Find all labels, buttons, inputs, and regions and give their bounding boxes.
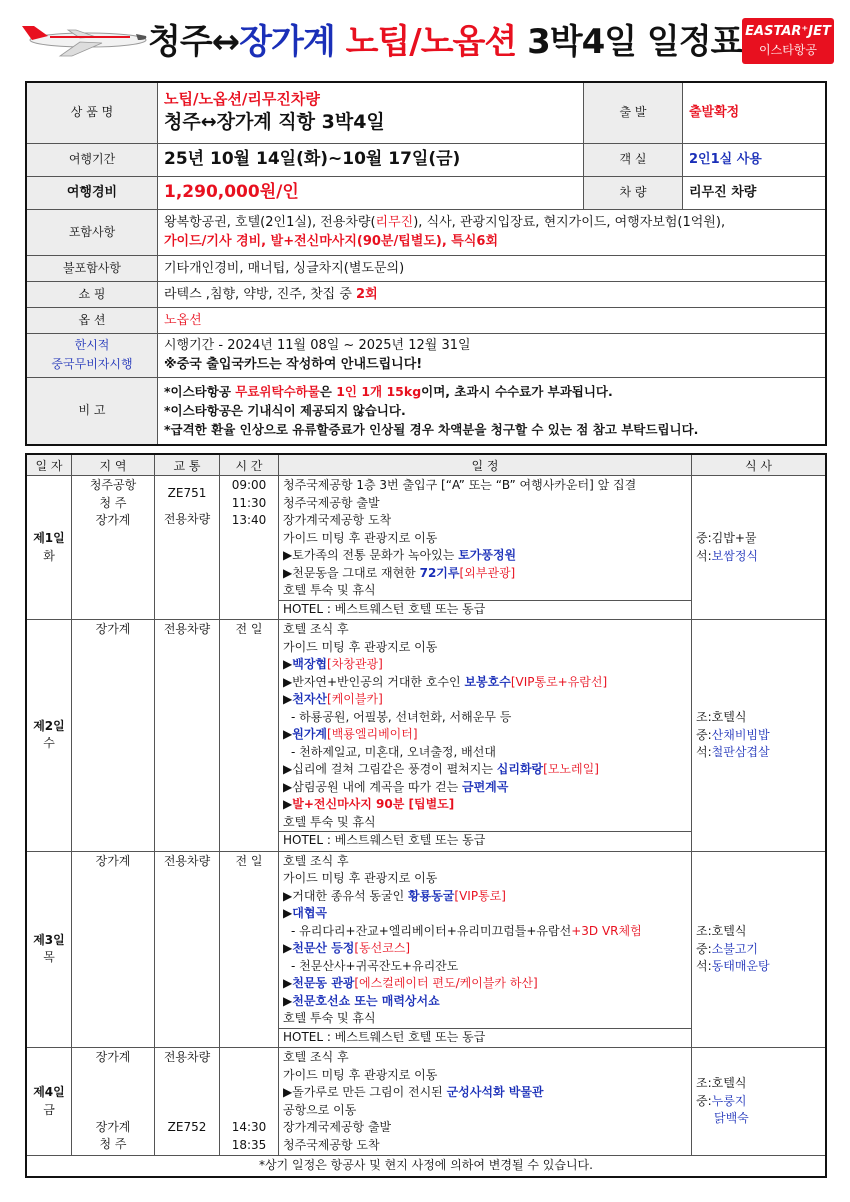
room-label: 객 실 [584,143,683,176]
car-value: 리무진 차량 [683,176,827,209]
day3-meal: 조:호텔식 중:소불고기 석:동태매운탕 [692,851,827,1048]
day4-meal: 조:호텔식 중:누룽지 닭백숙 [692,1048,827,1156]
day1-region: 청주공항 청 주 장가계 [72,476,155,620]
schedule-table [25,453,827,1178]
price-label: 여행경비 [26,176,158,209]
day2-transport: 전용차량 [155,620,220,852]
option-label: 옵 션 [26,307,158,333]
product-label: 상 품 명 [26,82,158,143]
excluded-value: 기타개인경비, 매너팁, 싱글차지(별도문의) [158,255,827,281]
day3-region: 장가계 [72,851,155,1048]
day1-itinerary: 청주국제공항 1층 3번 출입구 [“A” 또는 “B” 여행사카운터] 앞 집결 청주국제공항 출발 장가계국제공항 도착 가이드 미팅 후 관광지로 이동 ▶토가족의 전통 문화가 녹아있는 토가풍정원 ▶천문동을 그대로 재현한 72기루[외부관광] 호텔 투숙 및 휴식 HOTEL : 베스트웨스턴 호텔 또는 동급 [279,476,692,620]
day2-meal: 조:호텔식 중:산채비빔밥 석:철판삼겹살 [692,620,827,852]
header-itinerary: 일 정 [279,454,692,476]
product-name-cell [158,82,584,143]
visa-value: 시행기간 - 2024년 11월 08일 ~ 2025년 12월 31일 ※중국 출입국카드는 작성하여 안내드립니다! [158,333,827,377]
day1-meal: 중:김밥+물 석:보쌈정식 [692,476,827,620]
day3-itinerary: 호텔 조식 후 가이드 미팅 후 관광지로 이동 ▶거대한 종유석 동굴인 황룡동굴[VIP통로] ▶대협곡 - 유리다리+잔교+엘리베이터+유리미끄럼틀+유람선+3D VR체험 ▶천문산 등정[동선코스] - 천문산사+귀곡잔도+유리잔도 ▶천문동 관광[에스컬레이터 편도/케이블카 하산] ▶천문호선쇼 또는 매력상서쇼 호텔 투숙 및 휴식 HOTEL : 베스트웨스턴 호텔 또는 동급 [279,851,692,1048]
day2-hotel: HOTEL : 베스트웨스턴 호텔 또는 동급 [279,831,691,850]
airplane-icon [20,18,150,58]
shopping-label: 쇼 핑 [26,281,158,307]
page-header [0,0,850,75]
day1-label: 제1일 화 [26,476,72,620]
header-transport: 교 통 [155,454,220,476]
day3-label: 제3일 목 [26,851,72,1048]
product-title: 청주↔장가계 직항 3박4일 [164,111,385,134]
header-time: 시 간 [220,454,279,476]
day2-row [26,620,826,852]
day4-time: 14:30 18:35 [220,1048,279,1156]
day2-time: 전 일 [220,620,279,852]
page-title: 청주↔장가계 노팁/노옵션 3박4일 일정표 [148,22,743,62]
included-value: 왕복항공권, 호텔(2인1실), 전용차량(리무진), 식사, 관광지입장료, 현지가이드, 여행자보험(1억원), 가이드/기사 경비, 발+전신마사지(90분/팁별도), 특식6회 [158,209,827,255]
day4-label: 제4일 금 [26,1048,72,1156]
header-region: 지 역 [72,454,155,476]
product-info-table [25,81,827,446]
day1-transport: ZE751 전용차량 [155,476,220,620]
schedule-footer-note: *상기 일정은 항공사 및 현지 사정에 의하여 변경될 수 있습니다. [26,1156,826,1177]
day2-itinerary: 호텔 조식 후 가이드 미팅 후 관광지로 이동 ▶백장협[차창관광] ▶반자연+반인공의 거대한 호수인 보봉호수[VIP통로+유람선] ▶천자산[케이블카] - 하룡공원, 어필봉, 선녀헌화, 서해운무 등 ▶원가계[백룡엘리베이터] - 천하제일교, 미혼대, 오녀출정, 배선대 ▶십리에 걸쳐 그림같은 풍경이 펼쳐지는 십리화랑[모노레일] ▶삼림공원 내에 계곡을 따가 걷는 금편계곡 ▶발+전신마사지 90분 [팁별도] 호텔 투숙 및 휴식 HOTEL : 베스트웨스턴 호텔 또는 동급 [279,620,692,852]
car-label: 차 량 [584,176,683,209]
day2-label: 제2일 수 [26,620,72,852]
depart-value: 출발확정 [683,82,827,143]
day1-row [26,476,826,620]
visa-label: 한시적 중국무비자시행 [26,333,158,377]
price-value: 1,290,000원/인 [158,176,584,209]
day1-time: 09:00 11:30 13:40 [220,476,279,620]
day4-row [26,1048,826,1156]
day4-itinerary: 호텔 조식 후 가이드 미팅 후 관광지로 이동 ▶돌가루로 만든 그림이 전시된 군성사석화 박물관 공항으로 이동 장가계국제공항 출발 청주국제공항 도착 [279,1048,692,1156]
eastar-jet-logo: EASTAR⁺JET 이스타항공 [742,18,834,64]
depart-label: 출 발 [584,82,683,143]
note-label: 비 고 [26,377,158,445]
room-value: 2인1실 사용 [683,143,827,176]
header-date: 일 자 [26,454,72,476]
day3-time: 전 일 [220,851,279,1048]
day1-hotel: HOTEL : 베스트웨스턴 호텔 또는 동급 [279,600,691,619]
header-meal: 식 사 [692,454,827,476]
day4-transport: 전용차량 ZE752 [155,1048,220,1156]
day4-region: 장가계 장가계 청 주 [72,1048,155,1156]
excluded-label: 불포함사항 [26,255,158,281]
day2-region: 장가계 [72,620,155,852]
day3-transport: 전용차량 [155,851,220,1048]
period-label: 여행기간 [26,143,158,176]
product-subtitle: 노팁/노옵션/리무진차량 [164,90,320,109]
shopping-value: 라텍스 ,침향, 약방, 진주, 찻집 중 2회 [158,281,827,307]
period-value: 25년 10월 14일(화)~10월 17일(금) [158,143,584,176]
note-value: *이스타항공 무료위탁수하물은 1인 1개 15kg이며, 초과시 수수료가 부과됩니다. *이스타항공은 기내식이 제공되지 않습니다. *급격한 환율 인상으로 유류할증료가 인상될 경우 차액분을 청구할 수 있는 점 참고 부탁드립니다. [158,377,827,445]
day3-row [26,851,826,1048]
option-value: 노옵션 [158,307,827,333]
day3-hotel: HOTEL : 베스트웨스턴 호텔 또는 동급 [279,1028,691,1047]
included-label: 포함사항 [26,209,158,255]
